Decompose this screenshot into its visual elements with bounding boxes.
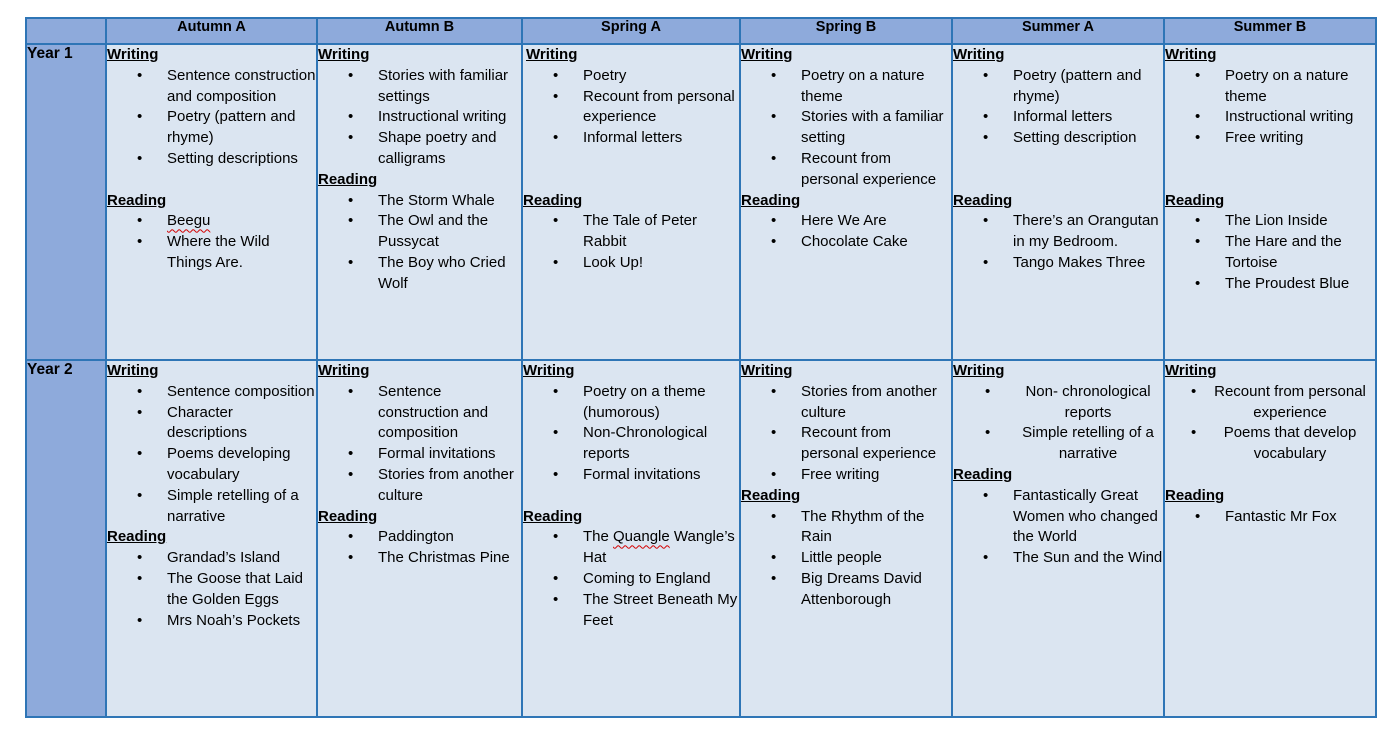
reading-list	[318, 191, 521, 295]
list-item: • Fantastic Mr Fox	[1225, 507, 1375, 528]
list-item: • Setting description	[1013, 128, 1163, 149]
list-item: • Formal invitations	[583, 465, 739, 486]
list-item: • Poems that develop vocabulary	[1205, 423, 1375, 465]
reading-heading: Reading	[523, 191, 583, 209]
list-item: • The Boy who Cried Wolf	[378, 253, 521, 295]
reading-heading: Reading	[107, 191, 167, 209]
list-item: • Fantastically Great Women who changed the World	[1013, 486, 1163, 548]
list-item: • Recount from personal experience	[583, 87, 739, 129]
writing-heading: Writing	[953, 46, 1005, 63]
list-item: • Look Up!	[583, 253, 739, 274]
book-title-part: The	[583, 528, 614, 546]
year-1-row	[26, 44, 1376, 360]
list-item: • Coming to England	[583, 569, 739, 590]
header-summer-b: Summer B	[1164, 18, 1376, 44]
list-item: • Here We Are	[801, 211, 951, 232]
year-2-summer-b	[1164, 360, 1376, 717]
writing-heading: Writing	[741, 46, 793, 63]
writing-heading: Writing	[526, 46, 578, 63]
writing-heading: Writing	[523, 362, 575, 379]
curriculum-table	[25, 17, 1377, 718]
list-item: • The Lion Inside	[1225, 211, 1375, 232]
writing-list	[741, 66, 951, 191]
writing-list	[1165, 382, 1375, 465]
header-autumn-a: Autumn A	[106, 18, 317, 44]
list-item: • Stories from another culture	[801, 382, 951, 424]
header-spring-a: Spring A	[522, 18, 740, 44]
writing-list	[741, 382, 951, 486]
list-item: • The Rhythm of the Rain	[801, 507, 951, 549]
header-row	[26, 18, 1376, 44]
list-item: • Where the Wild Things Are.	[167, 232, 316, 274]
reading-heading: Reading	[523, 507, 583, 525]
list-item: • Poetry on a nature theme	[801, 66, 951, 108]
reading-heading: Reading	[741, 191, 801, 209]
writing-list	[318, 66, 521, 170]
writing-list	[318, 382, 521, 507]
writing-list	[523, 382, 739, 486]
list-item: • Formal invitations	[378, 444, 521, 465]
header-autumn-b: Autumn B	[317, 18, 522, 44]
reading-list	[318, 527, 521, 569]
list-item: • Simple retelling of a narrative	[1013, 423, 1163, 465]
list-item: • Character descriptions	[167, 403, 316, 445]
spelling-flagged-text: Quangle	[613, 528, 670, 546]
reading-list	[1165, 211, 1375, 294]
list-item: • Instructional writing	[1225, 107, 1375, 128]
list-item: • Simple retelling of a narrative	[167, 486, 316, 528]
list-item: • Grandad’s Island	[167, 548, 316, 569]
writing-heading: Writing	[107, 46, 159, 63]
list-item: • Paddington	[378, 527, 521, 548]
reading-list	[741, 507, 951, 611]
list-item: • There’s an Orangutan in my Bedroom.	[1013, 211, 1163, 253]
list-item: • Mrs Noah’s Pockets	[167, 611, 316, 632]
reading-list	[953, 486, 1163, 569]
list-item: • Informal letters	[1013, 107, 1163, 128]
list-item: • Recount from personal experience	[1205, 382, 1375, 424]
year-1-spring-a	[522, 44, 740, 360]
list-item: • Stories from another culture	[378, 465, 521, 507]
writing-heading: Writing	[1165, 46, 1217, 63]
corner-cell	[26, 18, 106, 44]
reading-list	[107, 211, 316, 273]
reading-list	[107, 548, 316, 631]
reading-list	[953, 211, 1163, 273]
list-item: • The Street Beneath My Feet	[583, 590, 739, 632]
year-2-spring-b	[740, 360, 952, 717]
year-1-label: Year 1	[26, 44, 106, 360]
reading-heading: Reading	[107, 528, 167, 546]
list-item: • The Owl and the Pussycat	[378, 211, 521, 253]
year-2-autumn-a	[106, 360, 317, 717]
list-item: • Stories with familiar settings	[378, 66, 521, 108]
list-item: • Shape poetry and calligrams	[378, 128, 521, 170]
reading-heading: Reading	[953, 465, 1013, 483]
writing-heading: Writing	[318, 362, 370, 379]
header-spring-b: Spring B	[740, 18, 952, 44]
list-item: • The Sun and the Wind	[1013, 548, 1163, 569]
list-item	[583, 527, 739, 569]
year-2-row	[26, 360, 1376, 717]
list-item: • Poems developing vocabulary	[167, 444, 316, 486]
reading-list	[1165, 507, 1375, 528]
list-item: • Recount from personal experience	[801, 149, 951, 191]
writing-list	[953, 382, 1163, 465]
reading-list	[741, 211, 951, 253]
list-item: • The Christmas Pine	[378, 548, 521, 569]
list-item: • Little people	[801, 548, 951, 569]
year-1-summer-b	[1164, 44, 1376, 360]
list-item: • Poetry on a theme (humorous)	[583, 382, 739, 424]
writing-heading: Writing	[953, 362, 1005, 379]
year-2-summer-a	[952, 360, 1164, 717]
list-item: • Poetry (pattern and rhyme)	[1013, 66, 1163, 108]
list-item: • Stories with a familiar setting	[801, 107, 951, 149]
year-1-spring-b	[740, 44, 952, 360]
writing-list	[523, 66, 739, 149]
year-2-autumn-b	[317, 360, 522, 717]
list-item: • Non- chronological reports	[1013, 382, 1163, 424]
list-item: • The Goose that Laid the Golden Eggs	[167, 569, 316, 611]
list-item: • Recount from personal experience	[801, 423, 951, 465]
reading-heading: Reading	[1165, 191, 1225, 209]
list-item: • Big Dreams David Attenborough	[801, 569, 951, 611]
list-item: • The Storm Whale	[378, 191, 521, 212]
reading-list	[523, 211, 739, 273]
reading-heading: Reading	[1165, 486, 1225, 504]
list-item: • Poetry (pattern and rhyme)	[167, 107, 316, 149]
year-1-autumn-b	[317, 44, 522, 360]
list-item: • Free writing	[801, 465, 951, 486]
reading-heading: Reading	[318, 507, 378, 525]
writing-heading: Writing	[107, 362, 159, 379]
list-item: • Tango Makes Three	[1013, 253, 1163, 274]
list-item: • The Proudest Blue	[1225, 274, 1375, 295]
list-item: • Poetry	[583, 66, 739, 87]
list-item: • Informal letters	[583, 128, 739, 149]
writing-list	[1165, 66, 1375, 149]
writing-heading: Writing	[318, 46, 370, 63]
writing-list	[107, 382, 316, 528]
book-title-part: Wangle’s Hat	[583, 528, 735, 567]
list-item: • Poetry on a nature theme	[1225, 66, 1375, 108]
list-item: • Non-Chronological reports	[583, 423, 739, 465]
reading-heading: Reading	[953, 191, 1013, 209]
writing-list	[953, 66, 1163, 149]
reading-heading: Reading	[741, 486, 801, 504]
writing-heading: Writing	[1165, 362, 1217, 379]
list-item: • Chocolate Cake	[801, 232, 951, 253]
list-item: • Sentence construction and composition	[378, 382, 521, 444]
list-item	[167, 211, 316, 232]
list-item: • The Hare and the Tortoise	[1225, 232, 1375, 274]
list-item: • Free writing	[1225, 128, 1375, 149]
year-2-spring-a	[522, 360, 740, 717]
writing-heading: Writing	[741, 362, 793, 379]
list-item: • Sentence composition	[167, 382, 316, 403]
list-item: • The Tale of Peter Rabbit	[583, 211, 739, 253]
header-summer-a: Summer A	[952, 18, 1164, 44]
list-item: • Setting descriptions	[167, 149, 316, 170]
reading-heading: Reading	[318, 170, 378, 188]
list-item: • Sentence construction and composition	[167, 66, 316, 108]
year-1-autumn-a	[106, 44, 317, 360]
list-item: • Instructional writing	[378, 107, 521, 128]
year-1-summer-a	[952, 44, 1164, 360]
spelling-flagged-text: Beegu	[167, 212, 211, 230]
writing-list	[107, 66, 316, 170]
year-2-label: Year 2	[26, 360, 106, 717]
reading-list	[523, 527, 739, 631]
